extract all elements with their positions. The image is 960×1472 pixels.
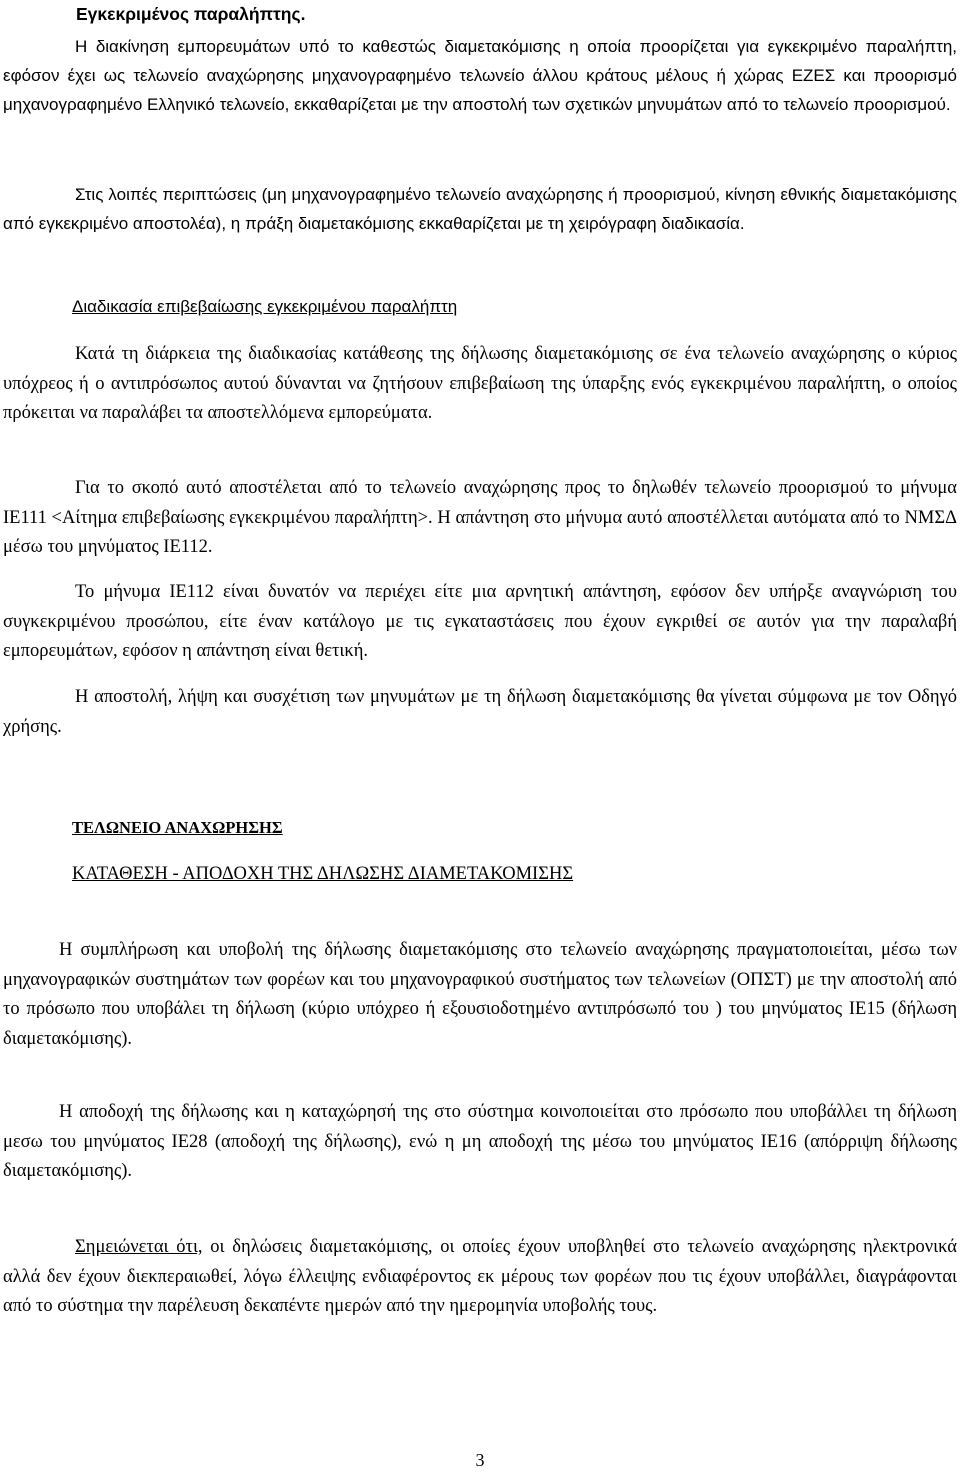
paragraph-other-cases: Στις λοιπές περιπτώσεις (μη μηχανογραφημένο τελωνείο αναχώρησης ή προορισμού, κίνηση εθνικής διαμετακόμισης από εγκεκριμένο αποστολέα), η πράξη διαμετακόμισης εκκαθαρίζεται με τη χειρόγραφη διαδικασία. [3,185,957,233]
heading-declaration-lodging-acceptance: ΚΑΤΑΘΕΣΗ - ΑΠΟΔΟΧΗ ΤΗΣ ΔΗΛΩΣΗΣ ΔΙΑΜΕΤΑΚΟΜΙΣΗΣ [72,864,574,884]
section-title-authorized-consignee: Εγκεκριμένος παραλήπτης. [76,4,306,24]
paragraph-declaration-submission: Η συμπλήρωση και υποβολή της δήλωσης διαμετακόμισης στο τελωνείο αναχώρησης πραγματοποιείται, μέσω των μηχανογραφικών συστημάτων των φορέων και του μηχανογραφικού συστήματος των τελωνείων (ΟΠΣΤ) με την αποστολή από το πρόσωπο που υποβάλει τη δήλωση (κύριο υπόχρεο ή εξουσιοδοτημένο αντιπρόσωπό του ) του μηνύματος ΙΕ15 (δήλωση διαμετακόμισης). [3,940,957,1049]
paragraph-user-guide: Η αποστολή, λήψη και συσχέτιση των μηνυμάτων με τη δήλωση διαμετακόμισης θα γίνεται σύμφωνα με τον Οδηγό χρήσης. [3,687,957,737]
paragraph-confirmation-request: Κατά τη διάρκεια της διαδικασίας κατάθεσης της δήλωσης διαμετακόμισης σε ένα τελωνείο αναχώρησης ο κύριος υπόχρεος ή ο αντιπρόσωπος αυτού δύνανται να ζητήσουν επιβεβαίωση της ύπαρξης ενός εγκεκριμένου παραλήπτη, ο οποίος πρόκειται να παραλάβει τα αποστελλόμενα εμπορεύματα. [3,344,957,423]
heading-departure-office: ΤΕΛΩΝΕΙΟ ΑΝΑΧΩΡΗΣΗΣ [72,818,283,837]
page-number: 3 [475,1450,485,1470]
paragraph-declaration-acceptance: Η αποδοχή της δήλωσης και η καταχώρησή της στο σύστημα κοινοποιείται στο πρόσωπο που υποβάλλει τη δήλωση μεσω του μηνύματος ΙΕ28 (αποδοχή της δήλωσης), ενώ η μη αποδοχή της μέσω του μηνύματος ΙΕ16 (απόρριψη δήλωσης διαμετακόμισης). [3,1102,957,1181]
paragraph-note-deletion [3,1233,957,1322]
paragraph-ie112-message: Το μήνυμα ΙΕ112 είναι δυνατόν να περιέχει είτε μια αρνητική απάντηση, εφόσον δεν υπήρξε αναγνώριση του συγκεκριμένου προσώπου, είτε έναν κατάλογο με τις εγκαταστάσεις που έχουν εγκριθεί σε αυτόν για την παραλαβή εμπορευμάτων, εφόσον η απάντηση είναι θετική. [3,582,957,661]
note-body-text: οι δηλώσεις διαμετακόμισης, οι οποίες έχουν υποβληθεί στο τελωνείο αναχώρησης ηλεκτρονικά αλλά δεν έχουν διεκπεραιωθεί, λόγω έλλειψης ενδιαφέροντος εκ μέρους των φορέων που τις έχουν υποβάλλει, διαγράφονται από το σύστημα την παρέλευση δεκαπέντε ημερών από την ημερομηνία υποβολής τους. [3,1237,958,1316]
paragraph-authorized-consignee-clearance: Η διακίνηση εμπορευμάτων υπό το καθεστώς διαμετακόμισης η οποία προορίζεται για εγκεκριμένο παραλήπτη, εφόσον έχει ως τελωνείο αναχώρησης μηχανογραφημένο τελωνείο άλλου κράτους μέλους ή χώρας ΕΖΕΣ και προορισμό μηχανογραφημένο Ελληνικό τελωνείο, εκκαθαρίζεται με την αποστολή των σχετικών μηνυμάτων από το τελωνείο προορισμού. [3,37,957,114]
subheading-confirmation-procedure: Διαδικασία επιβεβαίωσης εγκεκριμένου παραλήπτη [72,297,458,316]
note-lead-text: Σημειώνεται ότι, [75,1237,203,1257]
paragraph-ie111-message: Για το σκοπό αυτό αποστέλεται από το τελωνείο αναχώρησης προς το δηλωθέν τελωνείο προορισμού το μήνυμα ΙΕ111 <Αίτημα επιβεβαίωσης εγκεκριμένου παραλήπτη>. Η απάντηση στο μήνυμα αυτό αποστέλλεται αυτόματα από το ΝΜΣΔ μέσω του μηνύματος ΙΕ112. [3,478,957,557]
